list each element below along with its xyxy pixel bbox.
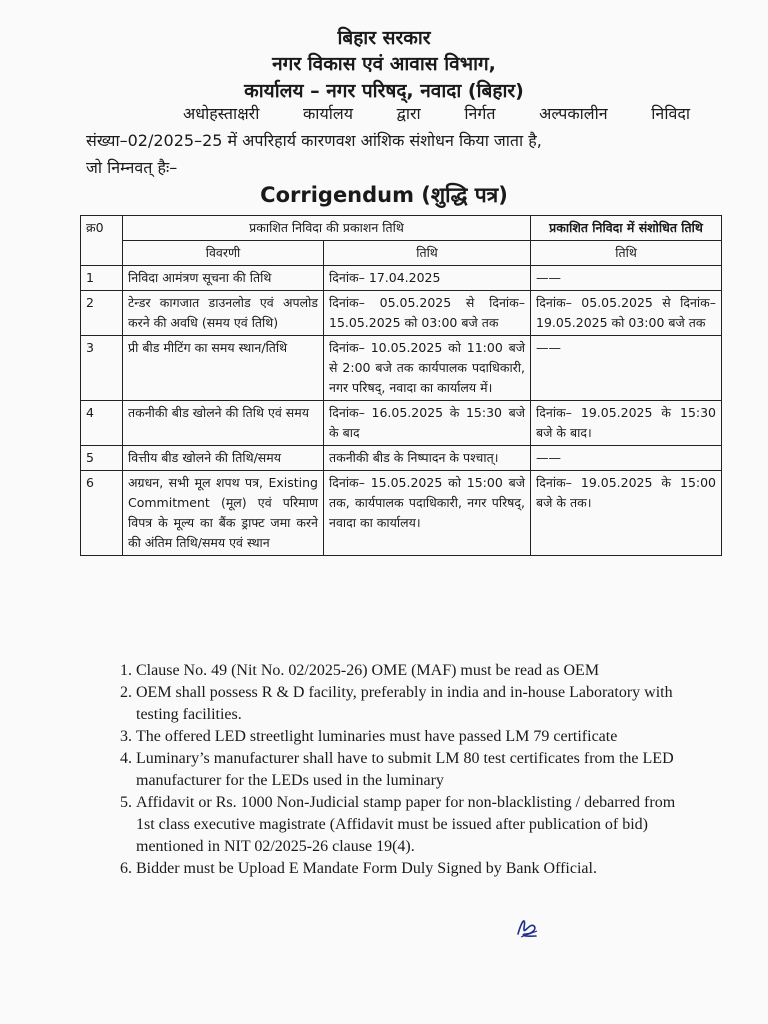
cell-description: टेन्डर कागजात डाउनलोड एवं अपलोड करने की अवधि (समय एवं तिथि) [123,291,324,336]
table-header-row [81,216,722,241]
cell-date: दिनांक– 05.05.2025 से दिनांक– 15.05.2025 को 03:00 बजे तक [324,291,531,336]
cell-description: प्री बीड मीटिंग का समय स्थान/तिथि [123,336,324,401]
note-item: 2. OEM shall possess R & D facility, preferably in india and in-house Laboratory with testing facilities. [136,682,692,726]
table-row [81,291,722,336]
cell-sno: 6 [81,471,123,556]
cell-revised-date: दिनांक– 19.05.2025 के 15:00 बजे के तक। [531,471,722,556]
corrigendum-title: Corrigendum (शुद्धि पत्र) [260,183,508,207]
cell-description: निविदा आमंत्रण सूचना की तिथि [123,266,324,291]
cell-sno: 2 [81,291,123,336]
intro-line-1: अधोहस्ताक्षरी कार्यालय द्वारा निर्गत अल्पकालीन निविदा [183,104,690,123]
notes-section [112,660,692,880]
cell-revised-date: दिनांक– 05.05.2025 से दिनांक– 19.05.2025 को 03:00 बजे तक [531,291,722,336]
revised-group-header: प्रकाशित निविदा में संशोधित तिथि [531,216,722,241]
notes-list [112,660,692,880]
col-sno-header: क्र0 [81,216,123,266]
header-government: बिहार सरकार [337,27,431,49]
cell-sno: 1 [81,266,123,291]
cell-revised-date: —— [531,446,722,471]
cell-revised-date: दिनांक– 19.05.2025 के 15:30 बजे के बाद। [531,401,722,446]
cell-revised-date: —— [531,336,722,401]
cell-date: दिनांक– 15.05.2025 को 15:00 बजे तक, कार्यपालक पदाधिकारी, नगर परिषद्, नवादा का कार्यालय। [324,471,531,556]
cell-sno: 5 [81,446,123,471]
cell-date: दिनांक– 16.05.2025 के 15:30 बजे के बाद [324,401,531,446]
intro-paragraph [86,100,690,181]
intro-line-3: जो निम्नवत् हैः– [86,158,178,177]
note-item: 1. Clause No. 49 (Nit No. 02/2025-26) OME (MAF) must be read as OEM [136,660,692,682]
corrigendum-table [80,215,722,556]
note-item: 5. Affidavit or Rs. 1000 Non-Judicial stamp paper for non-blacklisting / debarred from 1st class executive magistrate (Affidavit must be issued after publication of bid) mentioned in NIT 02/2025-26 clause 19(4). [136,792,692,858]
note-item: 3. The offered LED streetlight luminaries must have passed LM 79 certificate [136,726,692,748]
intro-line-2: संख्या–02/2025–25 में अपरिहार्य कारणवश आंशिक संशोधन किया जाता है, [86,131,542,150]
cell-description: तकनीकी बीड खोलने की तिथि एवं समय [123,401,324,446]
signature-mark [512,912,542,942]
cell-date: तकनीकी बीड के निष्पादन के पश्चात्। [324,446,531,471]
table-row [81,446,722,471]
note-item: 4. Luminary’s manufacturer shall have to submit LM 80 test certificates from the LED manufacturer for the LEDs used in the luminary [136,748,692,792]
header-department: नगर विकास एवं आवास विभाग, [272,53,496,75]
table-subheader-row [81,241,722,266]
cell-revised-date: —— [531,266,722,291]
date-header: तिथि [324,241,531,266]
cell-date: दिनांक– 10.05.2025 को 11:00 बजे से 2:00 बजे तक कार्यपालक पदाधिकारी, नगर परिषद्, नवादा का कार्यालय में। [324,336,531,401]
cell-description: वित्तीय बीड खोलने की तिथि/समय [123,446,324,471]
cell-sno: 4 [81,401,123,446]
revised-date-header: तिथि [531,241,722,266]
table-row [81,471,722,556]
description-header: विवरणी [123,241,324,266]
cell-sno: 3 [81,336,123,401]
cell-date: दिनांक– 17.04.2025 [324,266,531,291]
table-row [81,401,722,446]
table-row [81,336,722,401]
published-group-header: प्रकाशित निविदा की प्रकाशन तिथि [123,216,531,241]
cell-description: अग्रधन, सभी मूल शपथ पत्र, Existing Commitment (मूल) एवं परिमाण विपत्र के मूल्य का बैंक ड्राफ्ट जमा करने की अंतिम तिथि/समय एवं स्थान [123,471,324,556]
note-item: 6. Bidder must be Upload E Mandate Form Duly Signed by Bank Official. [136,858,692,880]
table-row [81,266,722,291]
header-office: कार्यालय – नगर परिषद्, नवादा (बिहार) [244,80,524,102]
